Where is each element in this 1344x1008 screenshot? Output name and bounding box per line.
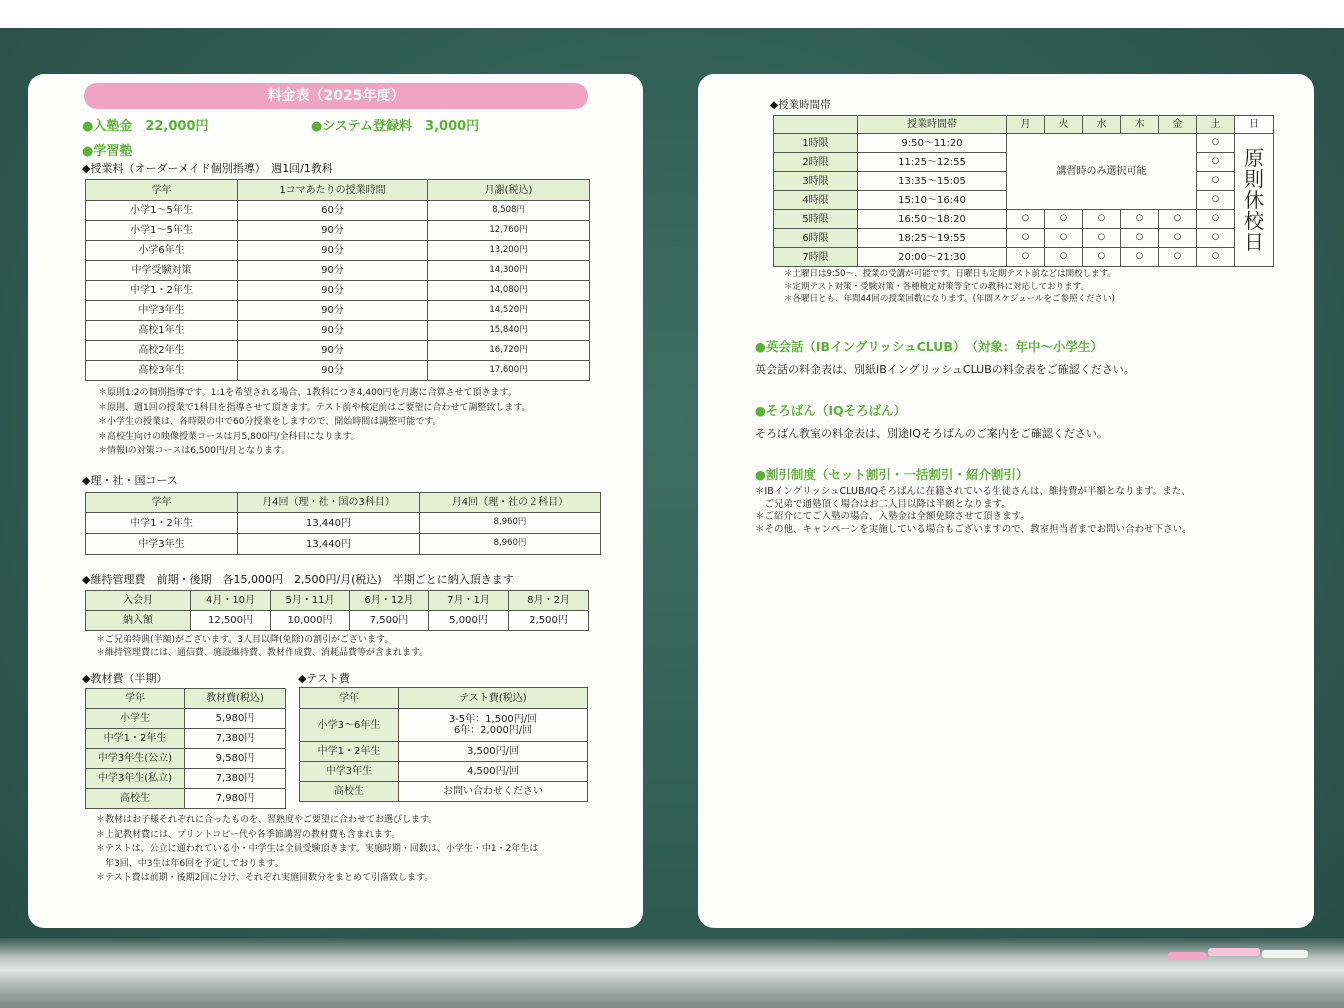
grade-cell: 高校2年生 xyxy=(86,341,238,361)
table-row xyxy=(300,742,588,762)
note-line: ＊原則、週1回の授業で1科目を指導させて頂きます。テスト前や検定前はご要望に合わせて調整致します。 xyxy=(98,402,531,413)
available-mark: ○ xyxy=(1197,153,1235,172)
time-cell: 60分 xyxy=(238,201,428,221)
fee-cell: お問い合わせください xyxy=(399,782,588,802)
table-row xyxy=(86,361,590,381)
grade-cell: 高校生 xyxy=(86,789,185,809)
test-header-grade: 学年 xyxy=(300,688,399,709)
amount-cell: 5,000円 xyxy=(429,611,509,631)
amount-cell: 12,500円 xyxy=(191,611,271,631)
grade-cell: 中学3年生(公立) xyxy=(86,749,185,769)
fee-cell: 16,720円 xyxy=(428,341,590,361)
fee-cell: 13,200円 xyxy=(428,241,590,261)
fee-cell: 17,600円 xyxy=(428,361,590,381)
grade-cell: 小学3〜6年生 xyxy=(300,709,399,742)
table-row xyxy=(300,782,588,802)
course-heading: ◆理・社・国コース xyxy=(82,474,178,487)
available-mark: ○ xyxy=(1045,248,1083,267)
grade-cell: 小学1〜5年生 xyxy=(86,201,238,221)
note-line: ＊各曜日とも、年間44回の授業回数になります。(年間スケジュールをご参照ください) xyxy=(784,294,1115,304)
schedule-notes xyxy=(784,268,1116,306)
period-label: 7時限 xyxy=(774,248,858,267)
grade-cell: 中学1・2年生 xyxy=(86,513,238,534)
table-row xyxy=(86,769,286,789)
note-line: 年3回、中3生は年6回を予定しております。 xyxy=(96,858,284,869)
time-cell: 11:25〜12:55 xyxy=(858,153,1007,172)
course-header-three: 月4回（理・社・国の3科目） xyxy=(238,493,420,513)
amount-cell: 10,000円 xyxy=(271,611,350,631)
table-row xyxy=(86,301,590,321)
sunday-char: 原 xyxy=(1244,146,1264,170)
grade-cell: 小学生 xyxy=(86,709,185,729)
fee-cell: 14,520円 xyxy=(428,301,590,321)
available-mark: ○ xyxy=(1159,210,1197,229)
tuition-table xyxy=(85,179,590,381)
day-header-tue: 火 xyxy=(1045,116,1083,134)
table-row xyxy=(86,709,286,729)
grade-cell: 中学3年生 xyxy=(86,534,238,555)
available-mark: ○ xyxy=(1045,210,1083,229)
table-row xyxy=(774,134,1274,153)
note-line: ＊小学生の授業は、各時限の中で60分授業をしますので、開始時間は調整可能です。 xyxy=(98,417,442,427)
join-month-label: 入会月 xyxy=(86,591,191,611)
test-header-fee: テスト費(税込) xyxy=(399,688,588,709)
discount-notes xyxy=(755,486,1192,536)
entrance-fee: ●入塾金 22,000円 xyxy=(82,119,209,134)
fee-cell: 13,440円 xyxy=(238,534,420,555)
note-line: ＊教材はお子様それぞれに合ったものを、習熟度やご要望に合わせてお選びします。 xyxy=(96,815,438,825)
period-header xyxy=(774,116,858,134)
day-header-sun: 日 xyxy=(1235,116,1274,134)
amount-cell: 7,500円 xyxy=(350,611,429,631)
grade-cell: 高校3年生 xyxy=(86,361,238,381)
table-row xyxy=(300,762,588,782)
tuition-notes xyxy=(98,386,531,459)
sunday-char: 日 xyxy=(1244,230,1264,254)
note-line: ＊原則1:2の個別指導です。1:1を希望される場合、1教科につき4,400円を月謝に合算させて頂きます。 xyxy=(98,388,517,398)
grade-cell: 中学3年生 xyxy=(300,762,399,782)
time-cell: 16:50〜18:20 xyxy=(858,210,1007,229)
course-header-two: 月4回（理・社の２科目） xyxy=(420,493,601,513)
grade-cell: 中学1・2年生 xyxy=(300,742,399,762)
note-line: ＊ご紹介にてご入塾の場合、入塾金は全額免除させて頂きます。 xyxy=(755,511,1030,522)
fee-cell: 3,500円/回 xyxy=(399,742,588,762)
time-cell: 9:50〜11:20 xyxy=(858,134,1007,153)
grade-cell: 中学3年生(私立) xyxy=(86,769,185,789)
note-line: ＊テストは、公立に通われている小・中学生は全員受験頂きます。実施時期・回数は、小学生・中1・2年生は xyxy=(96,844,539,854)
grade-cell: 中学1・2年生 xyxy=(86,729,185,749)
fee-cell: 15,840円 xyxy=(428,321,590,341)
available-mark: ○ xyxy=(1197,134,1235,153)
time-cell: 20:00〜21:30 xyxy=(858,248,1007,267)
material-notes xyxy=(96,813,538,886)
fee-cell: 7,380円 xyxy=(185,769,286,789)
fee-cell: 5,980円 xyxy=(185,709,286,729)
period-label: 2時限 xyxy=(774,153,858,172)
grade-cell: 中学1・2年生 xyxy=(86,281,238,301)
fee-cell: 7,380円 xyxy=(185,729,286,749)
time-cell: 90分 xyxy=(238,361,428,381)
note-line: ＊テスト費は前期・後期2回に分け、それぞれ実施回数分をまとめて引落致します。 xyxy=(96,873,434,883)
available-mark: ○ xyxy=(1121,229,1159,248)
time-cell: 90分 xyxy=(238,321,428,341)
sunday-char: 則 xyxy=(1244,167,1264,191)
available-mark: ○ xyxy=(1197,248,1235,267)
month-cell: 4月・10月 xyxy=(191,591,271,611)
time-cell: 90分 xyxy=(238,261,428,281)
table-row xyxy=(774,229,1274,248)
note-line: ＊土曜日は9:50〜、授業の受講が可能です。日曜日も定期テスト前などは開校します。 xyxy=(784,269,1116,279)
period-label: 5時限 xyxy=(774,210,858,229)
note-line: ＊IBイングリッシュCLUB/IQそろばんに在籍されている生徒さんは、維持費が半額となります。また、 xyxy=(755,486,1191,497)
available-mark: ○ xyxy=(1083,229,1121,248)
fee-line: 6年：2,000円/回 xyxy=(453,725,533,736)
grade-cell: 小学6年生 xyxy=(86,241,238,261)
table-row xyxy=(86,321,590,341)
page-title: 料金表（2025年度） xyxy=(84,83,588,109)
fee-line: 3-5年：1,500円/回 xyxy=(448,714,538,725)
available-mark: ○ xyxy=(1197,210,1235,229)
available-mark: ○ xyxy=(1197,229,1235,248)
available-mark: ○ xyxy=(1197,191,1235,210)
available-mark: ○ xyxy=(1007,210,1045,229)
month-cell: 5月・11月 xyxy=(271,591,350,611)
system-fee: ●システム登録料 3,000円 xyxy=(311,119,480,134)
tuition-header-time: 1コマあたりの授業時間 xyxy=(238,180,428,201)
note-line: ＊維持管理費には、通信費、施設維持費、教材作成費、消耗品費等が含まれます。 xyxy=(96,648,429,658)
gakushu-heading: ●学習塾 xyxy=(82,144,133,159)
time-cell: 90分 xyxy=(238,341,428,361)
fee-cell: 13,440円 xyxy=(238,513,420,534)
grade-cell: 高校生 xyxy=(300,782,399,802)
material-table xyxy=(85,688,286,809)
table-row xyxy=(86,789,286,809)
course-header-grade: 学年 xyxy=(86,493,238,513)
table-row xyxy=(86,341,590,361)
material-heading: ◆教材費（半期） xyxy=(82,672,168,685)
fee-cell: 8,960円 xyxy=(420,534,601,555)
day-header-sat: 土 xyxy=(1197,116,1235,134)
time-cell: 90分 xyxy=(238,221,428,241)
amount-cell: 2,500円 xyxy=(509,611,589,631)
fee-cell: 8,508円 xyxy=(428,201,590,221)
material-header-grade: 学年 xyxy=(86,689,185,709)
available-mark: ○ xyxy=(1007,229,1045,248)
pink-chalk-2 xyxy=(1208,948,1260,956)
discount-heading: ●割引制度（セット割引・一括割引・紹介割引） xyxy=(755,467,1029,482)
left-price-card xyxy=(28,74,643,928)
period-label: 4時限 xyxy=(774,191,858,210)
schedule-heading: ◆授業時間帯 xyxy=(770,99,831,111)
time-cell: 15:10〜16:40 xyxy=(858,191,1007,210)
soroban-text: そろばん教室の料金表は、別途IQそろばんのご案内をご確認ください。 xyxy=(755,427,1108,440)
available-mark: ○ xyxy=(1159,229,1197,248)
available-mark: ○ xyxy=(1159,248,1197,267)
table-row xyxy=(774,210,1274,229)
table-row xyxy=(774,248,1274,267)
note-line: ＊情報Ⅰの対策コースは6,500円/月となります。 xyxy=(98,446,291,456)
fee-cell: 8,960円 xyxy=(420,513,601,534)
grade-cell: 高校1年生 xyxy=(86,321,238,341)
table-row xyxy=(86,534,601,555)
soroban-heading: ●そろばん（IQそろばん） xyxy=(755,403,907,418)
payment-label: 納入額 xyxy=(86,611,191,631)
table-row xyxy=(86,261,590,281)
table-row xyxy=(86,201,590,221)
month-cell: 7月・1月 xyxy=(429,591,509,611)
chalk-tray xyxy=(0,938,1344,1008)
tuition-heading: ◆授業料（オーダーメイド個別指導） 週1回/1教科 xyxy=(82,162,333,175)
time-cell: 18:25〜19:55 xyxy=(858,229,1007,248)
table-row xyxy=(300,709,588,742)
grade-cell: 中学3年生 xyxy=(86,301,238,321)
period-label: 6時限 xyxy=(774,229,858,248)
available-mark: ○ xyxy=(1083,248,1121,267)
time-header: 授業時間帯 xyxy=(858,116,1007,134)
material-header-fee: 教材費(税込) xyxy=(185,689,286,709)
available-mark: ○ xyxy=(1083,210,1121,229)
fee-cell: 14,080円 xyxy=(428,281,590,301)
table-row xyxy=(86,749,286,769)
table-row xyxy=(86,241,590,261)
note-line: ＊高校生向けの映像授業コースは月5,800円/全科目になります。 xyxy=(98,431,360,442)
available-mark: ○ xyxy=(1121,210,1159,229)
tuition-header-fee: 月謝(税込) xyxy=(428,180,590,201)
fee-cell: 4,500円/回 xyxy=(399,762,588,782)
table-row xyxy=(86,221,590,241)
eikaiwa-heading: ●英会話（IBイングリッシュCLUB） （対象：年中〜小学生） xyxy=(755,339,1103,354)
note-line: ご兄弟で通塾頂く場合はお二人目以降は半額となります。 xyxy=(755,498,1011,510)
eikaiwa-text: 英会話の料金表は、別紙IBイングリッシュCLUBの料金表をご確認ください。 xyxy=(755,363,1135,376)
right-info-card xyxy=(698,74,1314,928)
lecture-only-cell: 講習時のみ選択可能 xyxy=(1007,134,1197,210)
period-label: 1時限 xyxy=(774,134,858,153)
fee-cell: 9,580円 xyxy=(185,749,286,769)
fee-cell: 12,760円 xyxy=(428,221,590,241)
day-header-wed: 水 xyxy=(1083,116,1121,134)
test-heading: ◆テスト費 xyxy=(298,672,351,685)
grade-cell: 小学1〜5年生 xyxy=(86,221,238,241)
month-cell: 6月・12月 xyxy=(350,591,429,611)
day-header-mon: 月 xyxy=(1007,116,1045,134)
fee-cell xyxy=(399,709,588,742)
fee-cell: 14,300円 xyxy=(428,261,590,281)
course-table xyxy=(85,492,601,555)
maintenance-heading: ◆維持管理費 前期・後期 各15,000円 2,500円/月(税込) 半期ごとに納入頂きます xyxy=(82,573,514,586)
white-chalk xyxy=(1262,950,1308,958)
time-cell: 90分 xyxy=(238,301,428,321)
time-cell: 90分 xyxy=(238,241,428,261)
table-row xyxy=(86,729,286,749)
note-line: ＊ご兄弟特典(半額)がございます。3人目以降(免除)の割引がございます。 xyxy=(96,635,394,645)
sunday-char: 校 xyxy=(1244,209,1264,233)
note-line: ＊上記教材費には、プリントコピー代や各季節講習の教材費も含まれます。 xyxy=(96,829,401,840)
sunday-char: 休 xyxy=(1244,188,1264,212)
note-line: ＊定期テスト対策・受験対策・各種検定対策等全ての教科に対応しております。 xyxy=(784,281,1089,292)
test-table xyxy=(299,687,588,802)
schedule-table xyxy=(773,115,1274,267)
available-mark: ○ xyxy=(1121,248,1159,267)
period-label: 3時限 xyxy=(774,172,858,191)
available-mark: ○ xyxy=(1197,172,1235,191)
table-row xyxy=(86,513,601,534)
maintenance-notes xyxy=(96,634,428,660)
day-header-thu: 木 xyxy=(1121,116,1159,134)
table-row xyxy=(86,281,590,301)
fee-cell: 7,980円 xyxy=(185,789,286,809)
month-cell: 8月・2月 xyxy=(509,591,589,611)
day-header-fri: 金 xyxy=(1159,116,1197,134)
time-cell: 90分 xyxy=(238,281,428,301)
pink-chalk xyxy=(1168,952,1206,960)
tuition-header-grade: 学年 xyxy=(86,180,238,201)
available-mark: ○ xyxy=(1045,229,1083,248)
sunday-closed-cell xyxy=(1235,134,1274,267)
available-mark: ○ xyxy=(1007,248,1045,267)
grade-cell: 中学受験対策 xyxy=(86,261,238,281)
note-line: ＊その他、キャンペーンを実施している場合もございますので、教室担当者までお問い合わせ下さい。 xyxy=(755,523,1192,535)
time-cell: 13:35〜15:05 xyxy=(858,172,1007,191)
maintenance-table xyxy=(85,590,589,631)
